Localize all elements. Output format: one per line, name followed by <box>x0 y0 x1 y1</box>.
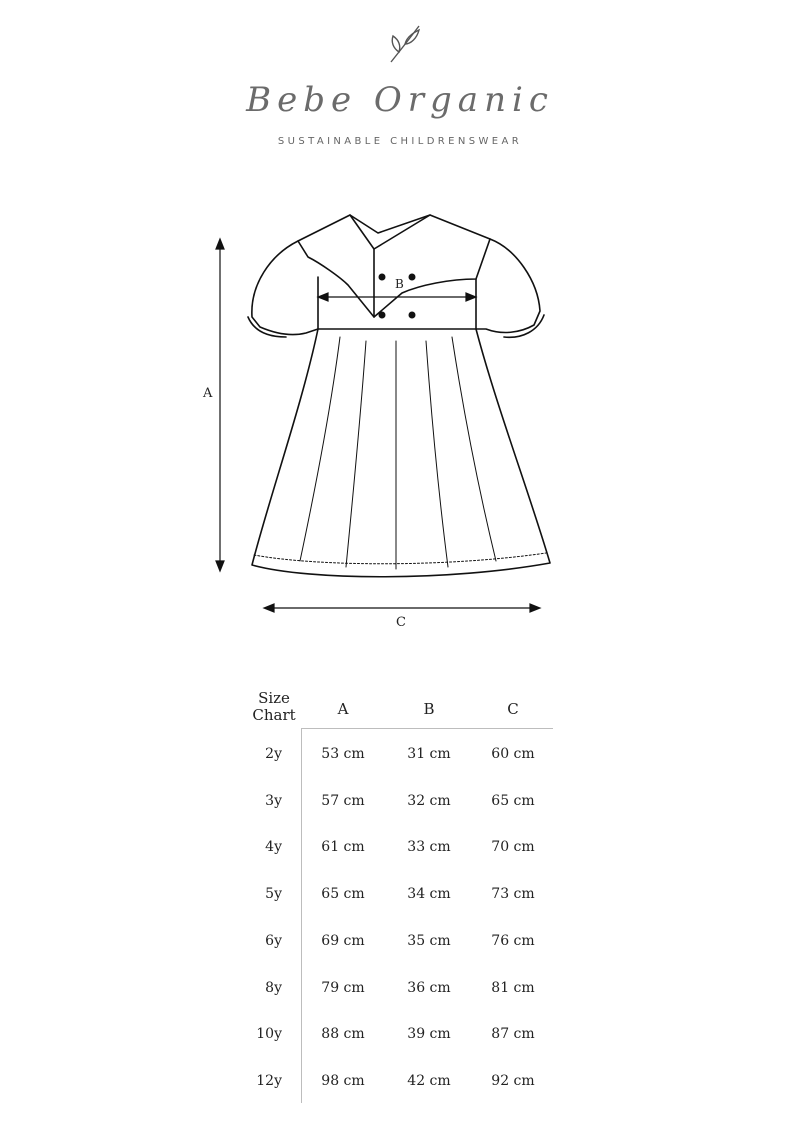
row-size: 6y <box>265 933 282 949</box>
dress-collar <box>298 215 490 317</box>
cell-b: 31 cm <box>407 746 451 762</box>
table-row <box>230 980 560 1000</box>
row-size: 12y <box>256 1073 282 1089</box>
table-row <box>230 933 560 953</box>
measure-a-label: A <box>203 386 213 401</box>
brand-name: Bebe Organic <box>246 80 554 120</box>
dress-skirt <box>252 329 550 577</box>
cell-c: 76 cm <box>491 933 535 949</box>
cell-b: 39 cm <box>407 1026 451 1042</box>
size-chart-table <box>230 690 560 1110</box>
table-row <box>230 1026 560 1046</box>
column-divider <box>301 728 302 1103</box>
measure-c-label: C <box>396 615 406 630</box>
dress-button <box>409 274 416 281</box>
leaf-sprig-icon <box>385 22 425 66</box>
column-header-b: B <box>423 700 435 718</box>
header-divider <box>301 728 553 729</box>
row-size: 3y <box>265 793 282 809</box>
cell-c: 60 cm <box>491 746 535 762</box>
cell-a: 57 cm <box>321 793 365 809</box>
cell-b: 33 cm <box>407 839 451 855</box>
cell-a: 61 cm <box>321 839 365 855</box>
cell-b: 35 cm <box>407 933 451 949</box>
column-header-c: C <box>507 700 519 718</box>
size-chart-header: Size Chart <box>252 689 296 724</box>
cell-c: 92 cm <box>491 1073 535 1089</box>
dress-left-sleeve <box>252 241 318 335</box>
cell-c: 81 cm <box>491 980 535 996</box>
row-size: 2y <box>265 746 282 762</box>
measure-b-label: B <box>395 277 404 291</box>
column-header-a: A <box>337 700 349 718</box>
cell-b: 36 cm <box>407 980 451 996</box>
row-size: 10y <box>256 1026 282 1042</box>
cell-a: 69 cm <box>321 933 365 949</box>
cell-b: 42 cm <box>407 1073 451 1089</box>
cell-b: 34 cm <box>407 886 451 902</box>
cell-a: 88 cm <box>321 1026 365 1042</box>
dress-diagram <box>190 205 570 645</box>
brand-logo <box>0 0 800 160</box>
brand-tagline: SUSTAINABLE CHILDRENSWEAR <box>277 136 523 147</box>
table-row <box>230 839 560 859</box>
dress-button <box>379 312 386 319</box>
cell-b: 32 cm <box>407 793 451 809</box>
row-size: 8y <box>265 980 282 996</box>
row-size: 4y <box>265 839 282 855</box>
cell-c: 87 cm <box>491 1026 535 1042</box>
cell-c: 73 cm <box>491 886 535 902</box>
cell-a: 98 cm <box>321 1073 365 1089</box>
table-row <box>230 793 560 813</box>
cell-c: 70 cm <box>491 839 535 855</box>
table-row <box>230 1073 560 1093</box>
cell-a: 65 cm <box>321 886 365 902</box>
row-size: 5y <box>265 886 282 902</box>
dress-button <box>409 312 416 319</box>
dress-button <box>379 274 386 281</box>
table-row <box>230 886 560 906</box>
cell-c: 65 cm <box>491 793 535 809</box>
table-row <box>230 746 560 766</box>
cell-a: 53 cm <box>321 746 365 762</box>
cell-a: 79 cm <box>321 980 365 996</box>
